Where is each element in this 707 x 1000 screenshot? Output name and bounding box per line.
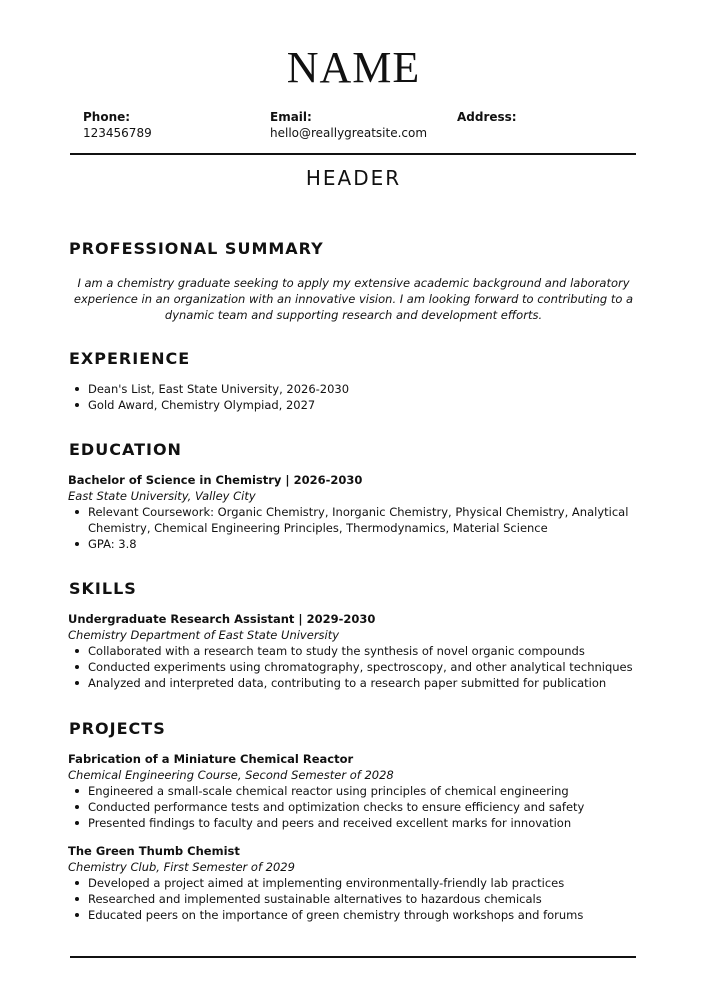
skills-block: [68, 611, 648, 691]
experience-block: [68, 381, 648, 413]
skills-section-title: SKILLS: [69, 579, 137, 598]
email-label: Email:: [270, 110, 312, 124]
list-item: Educated peers on the importance of green chemistry through workshops and forums: [88, 907, 648, 923]
header-title: HEADER: [305, 166, 402, 190]
contact-phone: [83, 109, 152, 141]
list-item: Conducted performance tests and optimization checks to ensure efficiency and safety: [88, 799, 648, 815]
phone-value: 123456789: [83, 126, 152, 140]
experience-section-title: EXPERIENCE: [69, 349, 191, 368]
education-block: [68, 472, 648, 552]
contact-address: [457, 109, 517, 125]
school-name: East State University, Valley City: [68, 489, 256, 503]
project-title: The Green Thumb Chemist: [68, 844, 240, 858]
summary-section-title: PROFESSIONAL SUMMARY: [69, 239, 324, 258]
experience-list: [68, 381, 648, 413]
list-item: Analyzed and interpreted data, contributing to a research paper submitted for publication: [88, 675, 648, 691]
project-list: [68, 783, 648, 831]
list-item: Developed a project aimed at implementing environmentally-friendly lab practices: [88, 875, 648, 891]
project-list: [68, 875, 648, 923]
project-title: Fabrication of a Miniature Chemical Reactor: [68, 752, 354, 766]
role-title: Undergraduate Research Assistant | 2029-2030: [68, 612, 376, 626]
list-item: Gold Award, Chemistry Olympiad, 2027: [88, 397, 648, 413]
degree-title: Bachelor of Science in Chemistry | 2026-2030: [68, 473, 363, 487]
project-entry: [68, 843, 648, 923]
list-item: Researched and implemented sustainable alternatives to hazardous chemicals: [88, 891, 648, 907]
list-item: Dean's List, East State University, 2026-2030: [88, 381, 648, 397]
projects-section-title: PROJECTS: [69, 719, 166, 738]
email-value: hello@reallygreatsite.com: [270, 126, 428, 140]
address-label: Address:: [457, 110, 517, 124]
list-item: Conducted experiments using chromatography, spectroscopy, and other analytical techniques: [88, 659, 648, 675]
list-item: Collaborated with a research team to study the synthesis of novel organic compounds: [88, 643, 648, 659]
list-item: Engineered a small-scale chemical reactor using principles of chemical engineering: [88, 783, 648, 799]
education-list: [68, 504, 648, 552]
top-divider: [70, 153, 636, 155]
list-item: Relevant Coursework: Organic Chemistry, Inorganic Chemistry, Physical Chemistry, Analytical Chemistry, Chemical Engineering Principles, Thermodynamics, Material Science: [88, 504, 648, 536]
list-item: Presented findings to faculty and peers and received excellent marks for innovation: [88, 815, 648, 831]
skills-list: [68, 643, 648, 691]
project-entry: [68, 751, 648, 831]
phone-label: Phone:: [83, 110, 131, 124]
education-section-title: EDUCATION: [69, 440, 182, 459]
resume-name: NAME: [286, 43, 421, 92]
project-subtitle: Chemical Engineering Course, Second Semester of 2028: [68, 768, 394, 782]
contact-email: [270, 109, 427, 141]
role-organization: Chemistry Department of East State University: [68, 628, 340, 642]
project-subtitle: Chemistry Club, First Semester of 2029: [68, 860, 295, 874]
summary-text: I am a chemistry graduate seeking to apply my extensive academic background and laboratory experience in an organization with an innovative vision. I am looking forward to contributing to a dynamic team and supporting research and development efforts.: [73, 276, 634, 322]
list-item: GPA: 3.8: [88, 536, 648, 552]
bottom-divider: [70, 956, 636, 958]
